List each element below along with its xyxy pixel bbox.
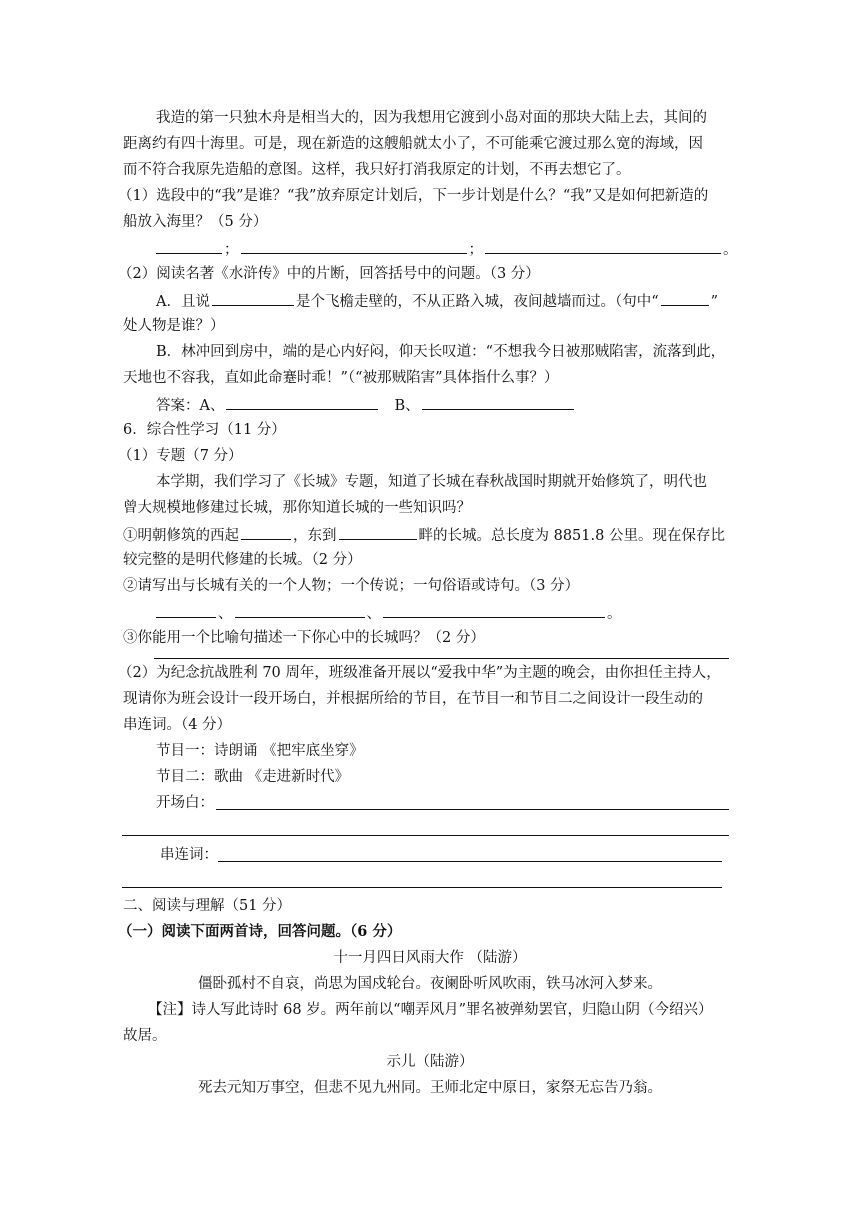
answer-row-5-1: ； ； 。 xyxy=(154,238,738,260)
subsection-title: （一）阅读下面两首诗，回答问题。（6 分） xyxy=(118,923,402,940)
question-5-2-a-cont: 处人物是谁？） xyxy=(123,318,225,334)
answer-line[interactable] xyxy=(122,835,729,836)
question-6-1-title: （1）专题（7 分） xyxy=(118,448,243,464)
answer-line[interactable] xyxy=(154,658,729,659)
answer-blank[interactable] xyxy=(383,602,605,618)
question-5-1: （1）选段中的“我”是谁？“我”放弃原定计划后，下一步计划是什么？“我”又是如何把新造的 xyxy=(118,188,709,204)
program-item: 节目一：诗朗诵 《把牢底坐穿》 xyxy=(156,743,364,759)
answer-line[interactable] xyxy=(122,887,722,888)
answer-blank[interactable] xyxy=(661,290,709,306)
poem-title: 示儿（陆游） xyxy=(386,1054,474,1070)
poem-text: 僵卧孤村不自哀，尚思为国戍轮台。夜阑卧听风吹雨，铁马冰河入梦来。 xyxy=(198,976,662,992)
answer-blank[interactable] xyxy=(212,290,294,306)
question-6-2-cont: 现请你为班会设计一段开场白，并根据所给的节目，在节目一和节目二之间设计一段生动的 xyxy=(123,691,703,707)
section-title: 二、阅读与理解（51 分） xyxy=(123,898,292,914)
question-6-2: （2）为纪念抗战胜利 70 周年，班级准备开展以“爱我中华”为主题的晚会，由你担任主持人， xyxy=(118,665,721,681)
question-6-2-cont: 串连词。（4 分） xyxy=(123,717,232,733)
passage-line: 距离约有四十海里。可是，现在新造的这艘船就太小了，不可能乘它渡过那么宽的海域，因 xyxy=(123,136,703,152)
answer-line[interactable] xyxy=(216,809,729,810)
question-6-item-1-cont: 较完整的是明代修建的长城。（2 分） xyxy=(123,552,362,568)
answer-blank[interactable] xyxy=(485,238,721,254)
passage-line: 我造的第一只独木舟是相当大的，因为我想用它渡到小岛对面的那块大陆上去，其间的 xyxy=(156,110,707,126)
answer-blank[interactable] xyxy=(235,602,365,618)
question-5-2: （2）阅读名著《水浒传》中的片断，回答括号中的问题。（3 分） xyxy=(118,266,540,282)
question-6-intro-cont: 曾大规模地修建过长城，那你知道长城的一些知识吗？ xyxy=(123,500,471,516)
answer-blank[interactable] xyxy=(156,602,216,618)
question-6-title: 6．综合性学习（11 分） xyxy=(123,422,286,438)
poem-text: 死去元知万事空，但悲不见九州同。王师北定中原日，家祭无忘告乃翁。 xyxy=(198,1080,662,1096)
answer-blank[interactable] xyxy=(422,394,574,410)
passage-line: 而不符合我原先造船的意图。这样，我只好打消我原定的计划，不再去想它了。 xyxy=(123,162,631,178)
answer-blank[interactable] xyxy=(226,394,378,410)
answer-line[interactable] xyxy=(218,861,722,862)
question-5-1-cont: 船放入海里？（5 分） xyxy=(123,214,268,230)
answer-blank[interactable] xyxy=(241,238,467,254)
question-5-2-b: B．林冲回到房中，端的是心内好闷，仰天长叹道：“不想我今日被那贼陷害，流落到此， xyxy=(156,344,726,360)
link-label: 串连词： xyxy=(160,847,218,863)
answer-row-5-2: 答案：A、 B、 xyxy=(156,394,576,416)
question-5-2-a: A．且说 是个飞檐走壁的，不从正路入城，夜间越墙而过。（句中“ ” xyxy=(156,290,718,312)
poem-note: 【注】诗人写此诗时 68 岁。两年前以“嘲弄风月”罪名被弹劾罢官，归隐山阴（今绍兴） xyxy=(148,1002,713,1018)
question-6-item-3: ③你能用一个比喻句描述一下你心中的长城吗？（2 分） xyxy=(123,630,485,646)
opening-label: 开场白： xyxy=(156,795,214,811)
poem-title: 十一月四日风雨大作 （陆游） xyxy=(333,950,527,966)
question-6-item-1: ①明朝修筑的西起 ，东到 畔的长城。总长度为 8851.8 公里。现在保存比 xyxy=(123,524,725,546)
question-6-item-2: ②请写出与长城有关的一个人物；一个传说；一句俗语或诗句。（3 分） xyxy=(123,578,580,594)
question-5-2-b-cont: 天地也不容我，直如此命蹇时乖！”（“被那贼陷害”具体指什么事？） xyxy=(123,370,559,386)
answer-blank[interactable] xyxy=(339,524,417,540)
answer-blank[interactable] xyxy=(156,238,222,254)
answer-blank[interactable] xyxy=(241,524,291,540)
answer-row-6-2: 、 、 。 xyxy=(154,602,622,624)
question-6-intro: 本学期，我们学习了《长城》专题，知道了长城在春秋战国时期就开始修筑了，明代也 xyxy=(156,474,707,490)
poem-note-cont: 故居。 xyxy=(123,1028,167,1044)
program-item: 节目二：歌曲 《走进新时代》 xyxy=(156,769,350,785)
